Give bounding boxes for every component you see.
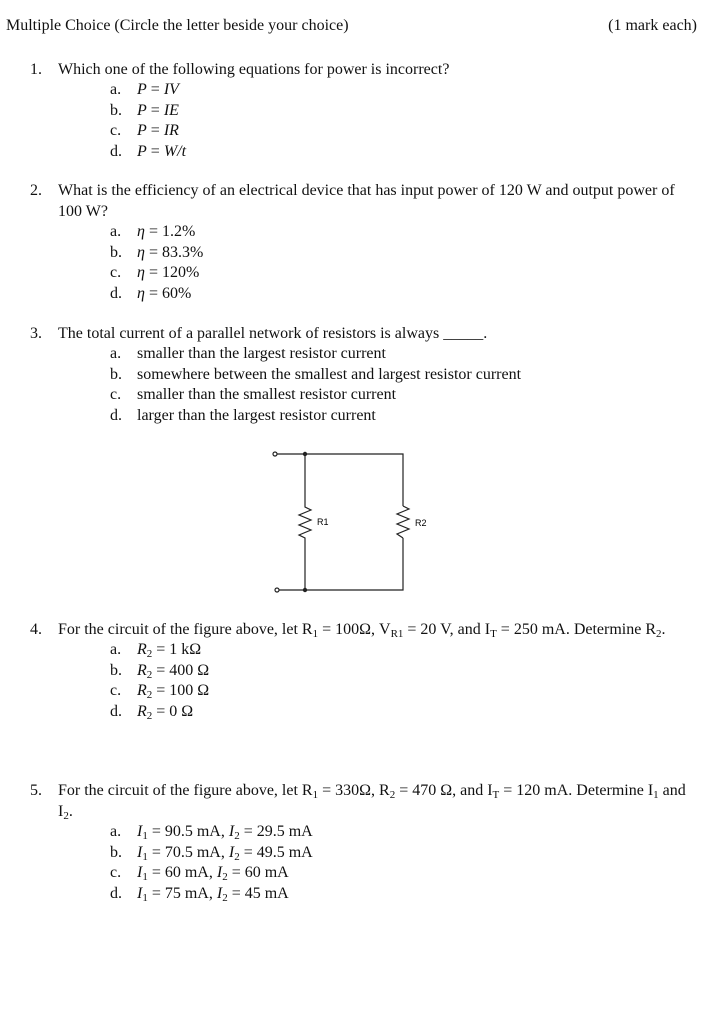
option-letter: b. bbox=[110, 843, 122, 861]
subscript: 2 bbox=[146, 648, 153, 660]
option-letter: d. bbox=[110, 284, 122, 302]
text-segment: = 1 kΩ bbox=[152, 641, 202, 658]
option-text bbox=[137, 142, 186, 163]
option-text bbox=[137, 681, 209, 702]
text-segment: somewhere between the smallest and largest resistor current bbox=[137, 365, 522, 383]
option-text bbox=[137, 284, 191, 305]
subscript: 2 bbox=[234, 850, 240, 863]
text-segment: smaller than the largest resistor current bbox=[137, 345, 386, 362]
text-segment: I bbox=[228, 843, 235, 861]
subscript: 1 bbox=[142, 891, 148, 904]
subscript: 2 bbox=[63, 810, 69, 822]
text-segment: larger than the largest resistor current bbox=[137, 406, 376, 424]
subscript: 1 bbox=[653, 789, 659, 801]
option-letter: b. bbox=[110, 243, 122, 261]
text-segment: = 400 Ω bbox=[152, 661, 210, 679]
question-text bbox=[58, 59, 690, 80]
option-text bbox=[137, 863, 289, 884]
question-stem bbox=[30, 180, 690, 222]
text-segment: . bbox=[661, 621, 666, 638]
text-segment: P bbox=[137, 101, 147, 119]
answer-option[interactable] bbox=[110, 843, 690, 864]
option-letter: d. bbox=[110, 702, 122, 720]
text-segment: = 1.2% bbox=[144, 223, 196, 240]
subscript: 2 bbox=[146, 668, 153, 681]
question-number: 3. bbox=[30, 325, 42, 342]
text-segment: η bbox=[137, 264, 145, 281]
question-4 bbox=[30, 619, 690, 722]
question-stem bbox=[30, 780, 690, 822]
option-letter: d. bbox=[110, 884, 122, 902]
question-stem bbox=[30, 323, 690, 344]
option-text bbox=[137, 222, 195, 243]
text-segment: I bbox=[228, 823, 235, 840]
option-text bbox=[137, 884, 289, 905]
subscript: 2 bbox=[222, 891, 228, 904]
text-segment: = 20 V, and I bbox=[403, 621, 491, 638]
text-segment: I bbox=[216, 884, 223, 902]
text-segment: = 45 mA bbox=[227, 884, 289, 902]
text-segment: R bbox=[137, 702, 147, 720]
text-segment: . bbox=[68, 803, 73, 820]
text-segment: R bbox=[137, 661, 147, 679]
option-text bbox=[137, 121, 179, 142]
question-text bbox=[58, 323, 690, 344]
text-segment: = 100Ω, V bbox=[318, 621, 391, 638]
text-segment: smaller than the smallest resistor current bbox=[137, 386, 397, 403]
text-segment: R bbox=[137, 641, 147, 658]
answer-option[interactable] bbox=[110, 661, 690, 682]
text-segment: and I bbox=[58, 782, 686, 820]
option-text bbox=[137, 263, 199, 284]
question-text bbox=[58, 619, 690, 640]
answer-option[interactable] bbox=[110, 406, 690, 427]
question-2 bbox=[30, 180, 690, 304]
subscript: 2 bbox=[389, 789, 396, 801]
option-letter: a. bbox=[110, 823, 122, 840]
question-number: 1. bbox=[30, 61, 42, 78]
option-text bbox=[137, 365, 521, 386]
option-letter: a. bbox=[110, 81, 122, 98]
subscript: 2 bbox=[222, 871, 228, 883]
text-segment: η bbox=[137, 223, 145, 240]
r1-label: R1 bbox=[317, 517, 329, 527]
text-segment: = bbox=[146, 142, 164, 160]
option-letter: c. bbox=[110, 122, 122, 139]
text-segment: I bbox=[137, 843, 143, 861]
text-segment: η bbox=[137, 243, 145, 261]
subscript: T bbox=[492, 789, 500, 801]
text-segment: = bbox=[146, 81, 164, 98]
text-segment: What is the efficiency of an electrical device that has input power of 120 W and output power of 100 W? bbox=[58, 182, 675, 220]
answer-option[interactable] bbox=[110, 863, 690, 884]
answer-option[interactable] bbox=[110, 222, 690, 243]
option-text bbox=[137, 80, 179, 101]
text-segment: = bbox=[146, 122, 164, 139]
option-letter: c. bbox=[110, 864, 122, 881]
question-text bbox=[58, 780, 690, 822]
text-segment: = 120 mA. Determine I bbox=[499, 782, 654, 799]
text-segment: For the circuit of the figure above, let R bbox=[58, 782, 313, 799]
option-letter: c. bbox=[110, 682, 122, 699]
option-text bbox=[137, 822, 313, 843]
text-segment: = 29.5 mA bbox=[239, 823, 313, 840]
answer-option[interactable] bbox=[110, 284, 690, 305]
resistor-r1 bbox=[299, 454, 311, 590]
question-5 bbox=[30, 780, 690, 904]
text-segment: = 100 Ω bbox=[152, 682, 210, 699]
wire-bottom bbox=[279, 538, 403, 590]
parallel-circuit-diagram bbox=[262, 442, 442, 602]
text-segment: P bbox=[137, 81, 147, 98]
text-segment: = 49.5 mA bbox=[239, 843, 313, 861]
text-segment: For the circuit of the figure above, let R bbox=[58, 621, 313, 638]
text-segment: = 83.3% bbox=[144, 243, 204, 261]
question-3 bbox=[30, 323, 690, 426]
option-letter: a. bbox=[110, 345, 122, 362]
answer-option[interactable] bbox=[110, 640, 690, 661]
terminal-top bbox=[273, 452, 277, 456]
r2-label: R2 bbox=[415, 518, 427, 528]
answer-option[interactable] bbox=[110, 263, 690, 284]
option-letter: b. bbox=[110, 365, 122, 383]
option-text bbox=[137, 344, 386, 365]
text-segment: R bbox=[137, 682, 147, 699]
answer-option[interactable] bbox=[110, 884, 690, 905]
text-segment: I bbox=[137, 823, 143, 840]
question-number: 5. bbox=[30, 782, 42, 799]
text-segment: = 0 Ω bbox=[152, 702, 194, 720]
answer-option[interactable] bbox=[110, 822, 690, 843]
text-segment: = 60% bbox=[144, 284, 192, 302]
text-segment: = 250 mA. Determine R bbox=[496, 621, 657, 638]
option-text bbox=[137, 702, 193, 723]
text-segment: I bbox=[137, 884, 143, 902]
subscript: 1 bbox=[312, 789, 319, 801]
text-segment: IR bbox=[163, 122, 179, 139]
option-letter: a. bbox=[110, 641, 122, 658]
option-letter: b. bbox=[110, 101, 122, 119]
subscript: 1 bbox=[142, 850, 148, 863]
answer-option[interactable] bbox=[110, 142, 690, 163]
marks-note: (1 mark each) bbox=[608, 17, 697, 34]
option-text bbox=[137, 385, 396, 406]
option-letter: d. bbox=[110, 142, 122, 160]
question-stem bbox=[30, 59, 690, 80]
text-segment: I bbox=[216, 864, 223, 881]
text-segment: = 470 Ω, and I bbox=[395, 782, 493, 799]
option-text bbox=[137, 640, 201, 661]
subscript: 2 bbox=[234, 830, 240, 842]
question-1 bbox=[30, 59, 690, 162]
resistor-r2 bbox=[397, 506, 409, 538]
subscript: 1 bbox=[142, 871, 148, 883]
subscript: 1 bbox=[312, 628, 319, 640]
question-number: 4. bbox=[30, 621, 42, 638]
text-segment: IV bbox=[163, 81, 179, 98]
text-segment: = 330Ω, R bbox=[318, 782, 390, 799]
subscript: 1 bbox=[142, 830, 148, 842]
answer-option[interactable] bbox=[110, 702, 690, 723]
text-segment: = 70.5 mA, bbox=[147, 843, 229, 861]
text-segment: Which one of the following equations for power is incorrect? bbox=[58, 61, 450, 78]
junction-top bbox=[303, 452, 307, 456]
text-segment: = 120% bbox=[144, 264, 200, 281]
text-segment: = 60 mA bbox=[227, 864, 289, 881]
text-segment: P bbox=[137, 122, 147, 139]
wire-top bbox=[277, 454, 403, 506]
question-number: 2. bbox=[30, 182, 42, 199]
option-letter: a. bbox=[110, 223, 122, 240]
option-letter: b. bbox=[110, 661, 122, 679]
answer-option[interactable] bbox=[110, 681, 690, 702]
question-stem bbox=[30, 619, 690, 640]
option-letter: c. bbox=[110, 264, 122, 281]
answer-option[interactable] bbox=[110, 80, 690, 101]
subscript: 2 bbox=[656, 628, 662, 640]
option-letter: c. bbox=[110, 386, 122, 403]
option-letter: d. bbox=[110, 406, 122, 424]
answer-option[interactable] bbox=[110, 101, 690, 122]
text-segment: IE bbox=[163, 101, 179, 119]
text-segment: = 75 mA, bbox=[147, 884, 217, 902]
answer-option[interactable] bbox=[110, 385, 690, 406]
subscript: 2 bbox=[146, 709, 153, 722]
answer-option[interactable] bbox=[110, 344, 690, 365]
text-segment: = 90.5 mA, bbox=[147, 823, 229, 840]
answer-option[interactable] bbox=[110, 121, 690, 142]
subscript: T bbox=[490, 628, 497, 640]
junction-bottom bbox=[303, 588, 307, 592]
answer-option[interactable] bbox=[110, 243, 690, 264]
terminal-bottom bbox=[275, 588, 279, 592]
option-text bbox=[137, 101, 179, 122]
text-segment: η bbox=[137, 284, 145, 302]
text-segment: W/t bbox=[163, 142, 187, 160]
text-segment: The total current of a parallel network of resistors is always _____. bbox=[58, 325, 488, 342]
option-text bbox=[137, 843, 313, 864]
text-segment: P bbox=[137, 142, 147, 160]
answer-option[interactable] bbox=[110, 365, 690, 386]
option-text bbox=[137, 243, 203, 264]
subscript: R1 bbox=[390, 628, 404, 640]
text-segment: = bbox=[146, 101, 164, 119]
question-text bbox=[58, 180, 690, 222]
subscript: 2 bbox=[146, 689, 153, 701]
text-segment: = 60 mA, bbox=[147, 864, 217, 881]
option-text bbox=[137, 661, 209, 682]
section-title: Multiple Choice (Circle the letter beside your choice) bbox=[6, 17, 349, 34]
text-segment: I bbox=[137, 864, 143, 881]
option-text bbox=[137, 406, 376, 427]
